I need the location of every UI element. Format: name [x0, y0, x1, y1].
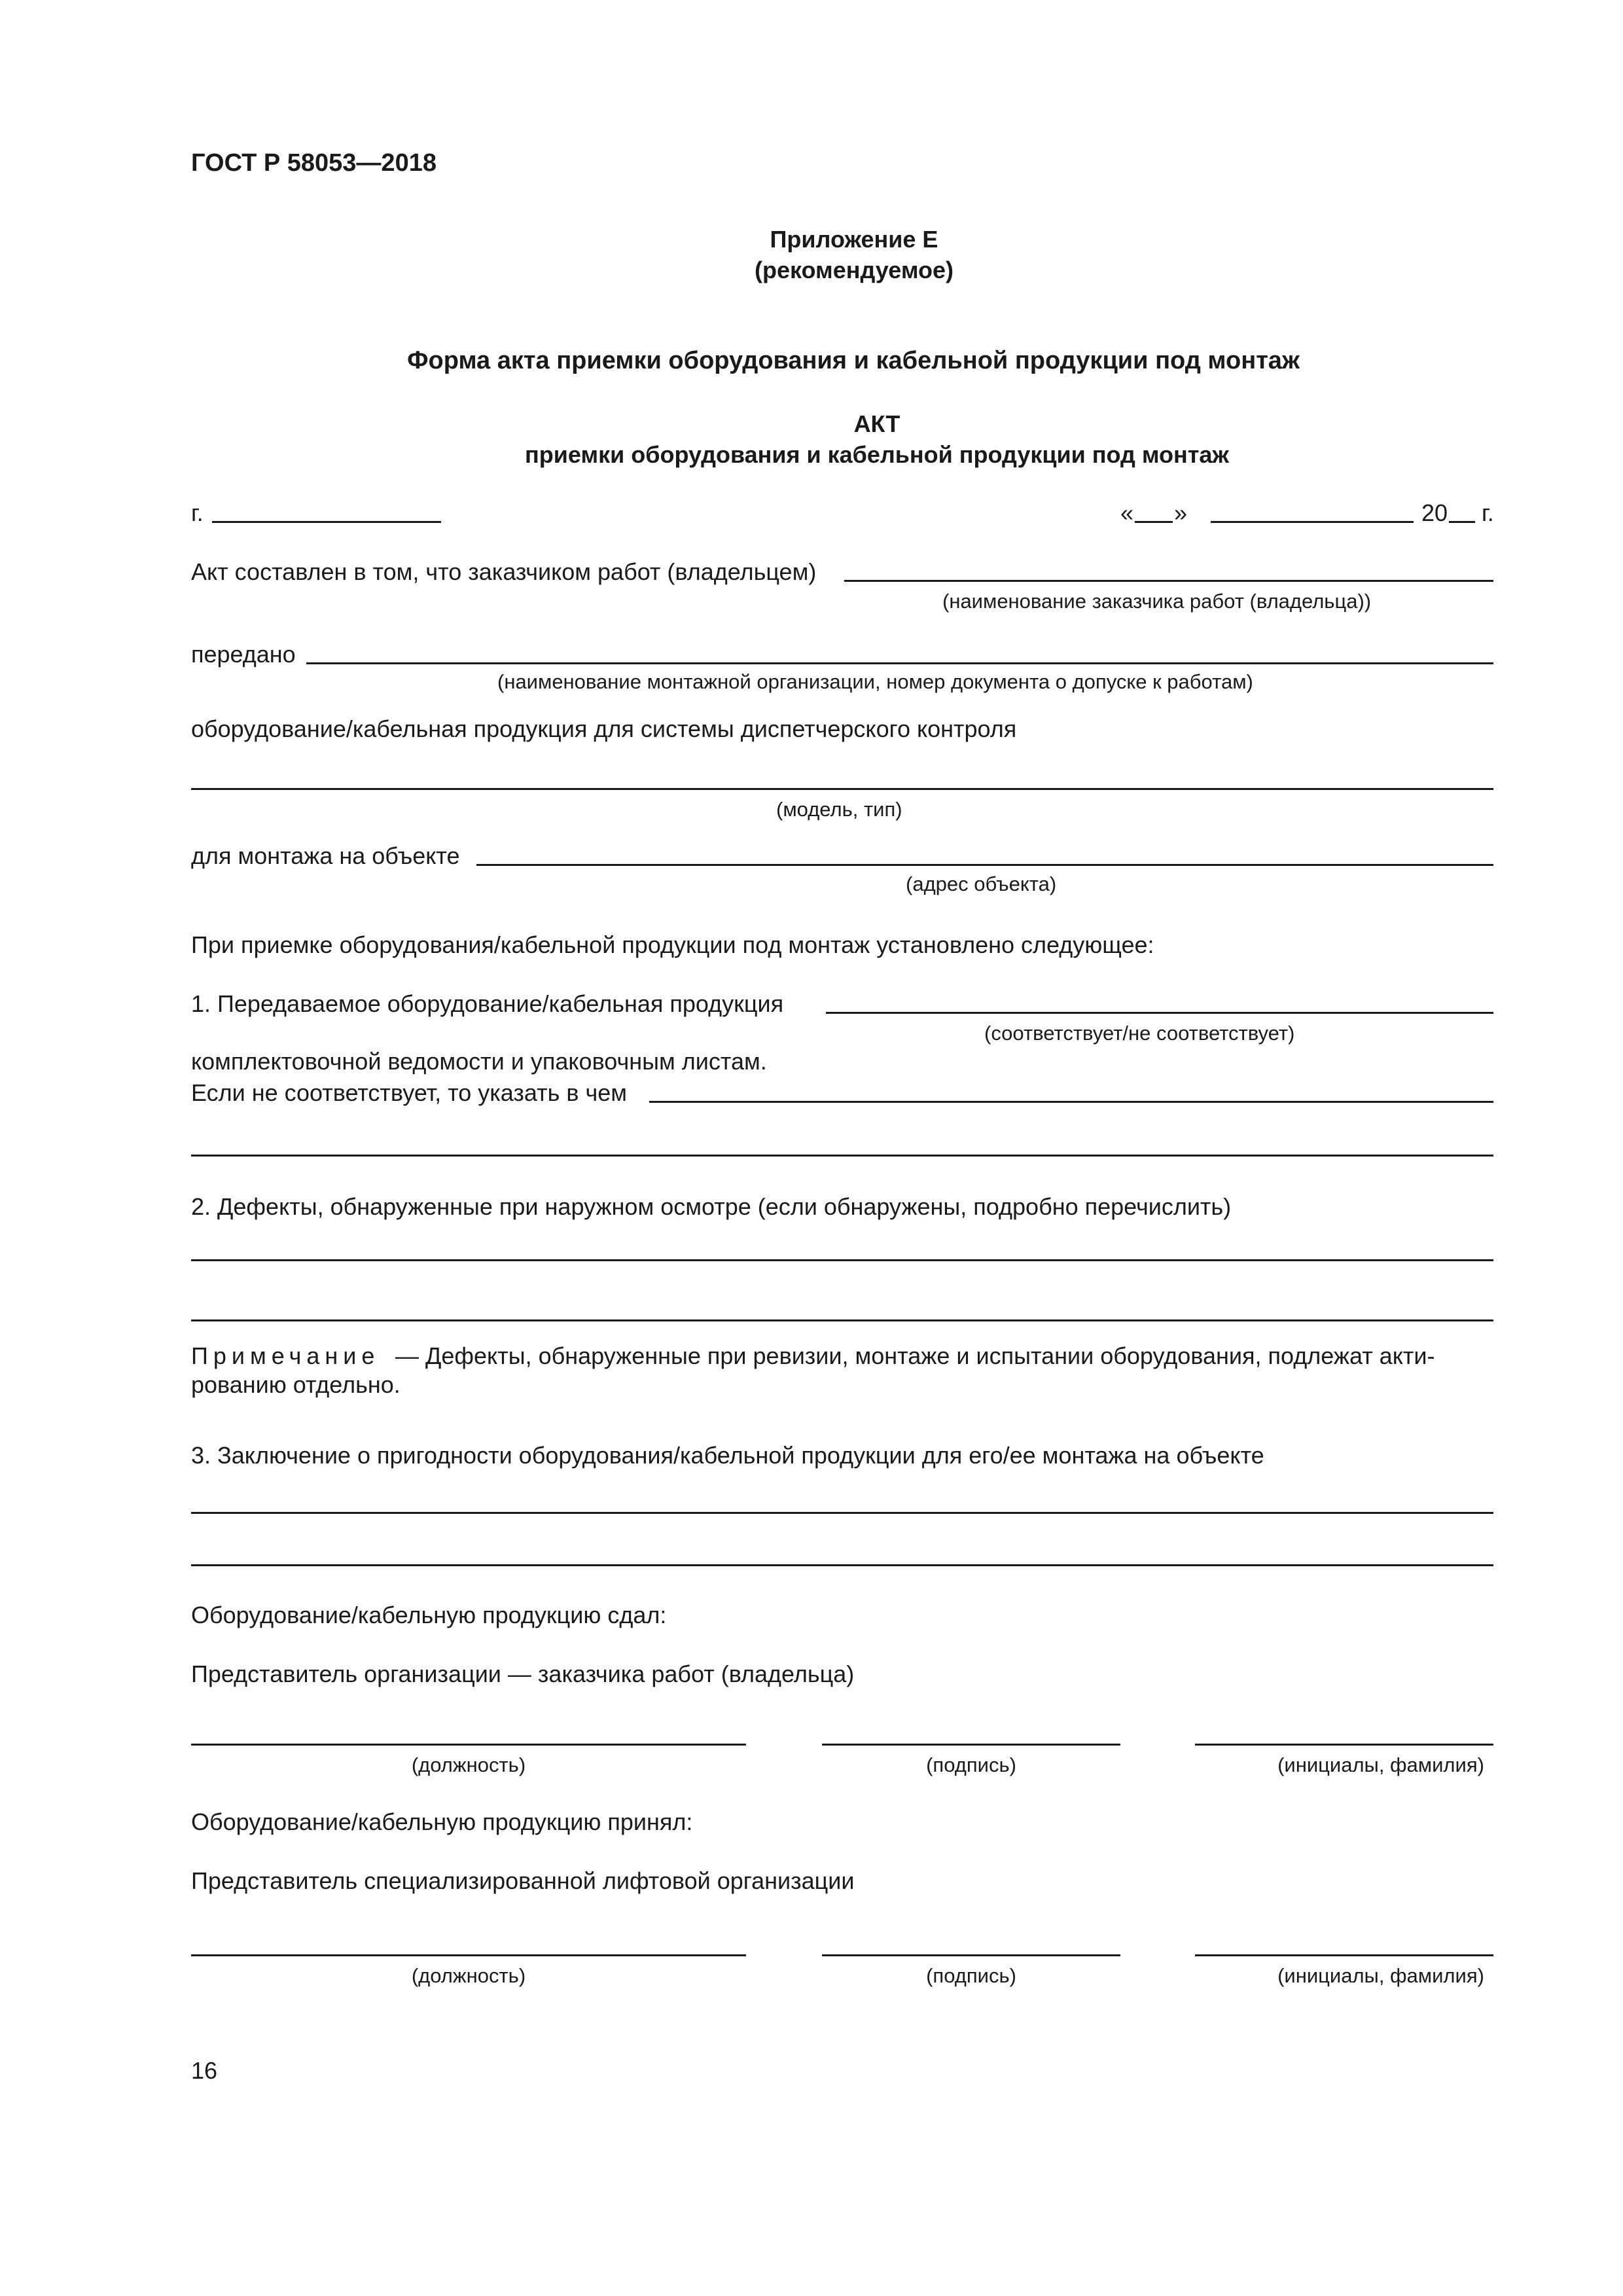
- address-caption: (адрес объекта): [906, 872, 1057, 895]
- act-subtitle: приемки оборудования и кабельной продукции под монтаж: [525, 441, 1229, 468]
- note-text-line2: рованию отдельно.: [191, 1371, 401, 1398]
- item1-mismatch-field-extra[interactable]: [191, 1155, 1493, 1157]
- year-field[interactable]: [1449, 521, 1475, 523]
- page-number: 16: [191, 2057, 218, 2084]
- item3-field-2[interactable]: [191, 1564, 1493, 1566]
- transferred-field[interactable]: [306, 662, 1493, 664]
- year-prefix: 20: [1421, 499, 1448, 526]
- item1-continuation: комплектовочной ведомости и упаковочным листам.: [191, 1048, 767, 1075]
- item1-label: 1. Передаваемое оборудование/кабельная продукция: [191, 990, 784, 1017]
- accepted-representative: Представитель специализированной лифтовой организации: [191, 1867, 855, 1894]
- accepted-position-field[interactable]: [191, 1954, 746, 1956]
- accepted-name-caption: (инициалы, фамилия): [1277, 1964, 1484, 1987]
- handed-over-position-field[interactable]: [191, 1744, 746, 1746]
- city-field[interactable]: [212, 521, 441, 523]
- item1-caption: (соответствует/не соответствует): [984, 1022, 1295, 1045]
- year-suffix: г.: [1482, 499, 1494, 526]
- note-prefix: Примечание: [191, 1342, 380, 1369]
- accepted-label: Оборудование/кабельную продукцию принял:: [191, 1808, 693, 1835]
- quote-open: «: [1120, 499, 1134, 526]
- accepted-position-caption: (должность): [411, 1964, 526, 1987]
- handed-over-name-field[interactable]: [1195, 1744, 1493, 1746]
- model-caption: (модель, тип): [776, 798, 902, 821]
- item1-field[interactable]: [826, 1012, 1493, 1014]
- object-label: для монтажа на объекте: [191, 842, 460, 869]
- quote-close: »: [1174, 499, 1188, 526]
- accepted-signature-caption: (подпись): [926, 1964, 1016, 1987]
- handed-over-position-caption: (должность): [411, 1753, 526, 1776]
- findings-intro: При приемке оборудования/кабельной продукции под монтаж установлено следующее:: [191, 931, 1154, 958]
- item3-field-1[interactable]: [191, 1512, 1493, 1514]
- form-title: Форма акта приемки оборудования и кабельной продукции под монтаж: [407, 347, 1300, 374]
- item1-mismatch-field[interactable]: [649, 1101, 1493, 1103]
- object-field[interactable]: [476, 864, 1493, 866]
- appendix-status: (рекомендуемое): [755, 257, 954, 283]
- handed-over-signature-caption: (подпись): [926, 1753, 1016, 1776]
- handed-over-signature-field[interactable]: [822, 1744, 1120, 1746]
- item2-field-1[interactable]: [191, 1259, 1493, 1261]
- city-prefix: г.: [191, 499, 204, 526]
- transferred-label: передано: [191, 641, 296, 668]
- item2-field-2[interactable]: [191, 1319, 1493, 1321]
- accepted-name-field[interactable]: [1195, 1954, 1493, 1956]
- item1-mismatch-label: Если не соответствует, то указать в чем: [191, 1079, 628, 1106]
- act-title: АКТ: [853, 410, 901, 437]
- item3-label: 3. Заключение о пригодности оборудования/кабельной продукции для его/ее монтажа на объекте: [191, 1442, 1264, 1469]
- equipment-label: оборудование/кабельная продукция для системы диспетчерского контроля: [191, 715, 1017, 742]
- owner-caption: (наименование заказчика работ (владельца)): [942, 590, 1372, 613]
- equipment-field[interactable]: [191, 788, 1493, 790]
- day-field[interactable]: [1135, 521, 1173, 523]
- handed-over-name-caption: (инициалы, фамилия): [1277, 1753, 1484, 1776]
- handed-over-representative: Представитель организации — заказчика работ (владельца): [191, 1660, 855, 1687]
- handed-over-label: Оборудование/кабельную продукцию сдал:: [191, 1602, 667, 1628]
- accepted-signature-field[interactable]: [822, 1954, 1120, 1956]
- appendix-title: Приложение Е: [770, 226, 938, 253]
- owner-field[interactable]: [844, 580, 1493, 582]
- owner-label: Акт составлен в том, что заказчиком работ (владельцем): [191, 558, 817, 585]
- note-text-line1: — Дефекты, обнаруженные при ревизии, монтаже и испытании оборудования, подлежат акти-: [395, 1342, 1435, 1369]
- item2-label: 2. Дефекты, обнаруженные при наружном осмотре (если обнаружены, подробно перечислить): [191, 1193, 1232, 1220]
- month-field[interactable]: [1211, 521, 1414, 523]
- document-code: ГОСТ Р 58053—2018: [191, 149, 437, 177]
- transferred-caption: (наименование монтажной организации, номер документа о допуске к работам): [497, 670, 1253, 693]
